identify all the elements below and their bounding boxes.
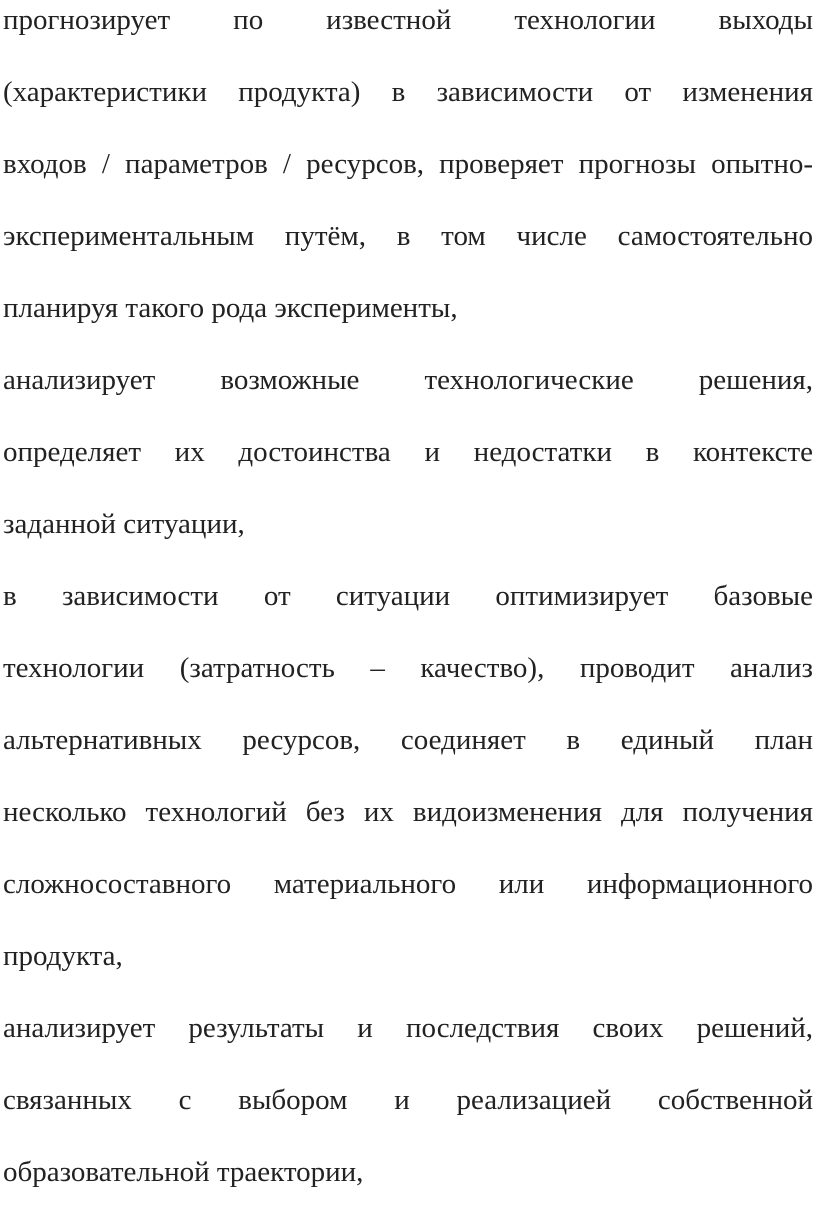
text-line-13: сложносоставного материального или информационного (3, 868, 813, 900)
text-line-1: прогнозирует по известной технологии выходы (3, 4, 813, 36)
text-line-14: продукта, (3, 940, 123, 972)
text-line-5: планируя такого рода эксперименты, (3, 292, 458, 324)
text-line-9: в зависимости от ситуации оптимизирует базовые (3, 580, 813, 612)
text-line-16: связанных с выбором и реализацией собственной (3, 1084, 813, 1116)
text-line-2: (характеристики продукта) в зависимости от изменения (3, 76, 813, 108)
text-line-3: входов / параметров / ресурсов, проверяет прогнозы опытно- (3, 148, 813, 180)
text-line-10: технологии (затратность – качество), проводит анализ (3, 652, 813, 684)
text-line-4: экспериментальным путём, в том числе самостоятельно (3, 220, 813, 252)
text-line-17: образовательной траектории, (3, 1156, 364, 1188)
text-line-11: альтернативных ресурсов, соединяет в единый план (3, 724, 813, 756)
text-line-7: определяет их достоинства и недостатки в контексте (3, 436, 813, 468)
text-line-6: анализирует возможные технологические решения, (3, 364, 813, 396)
text-line-15: анализирует результаты и последствия своих решений, (3, 1012, 813, 1044)
text-line-8: заданной ситуации, (3, 508, 245, 540)
text-line-12: несколько технологий без их видоизменения для получения (3, 796, 813, 828)
